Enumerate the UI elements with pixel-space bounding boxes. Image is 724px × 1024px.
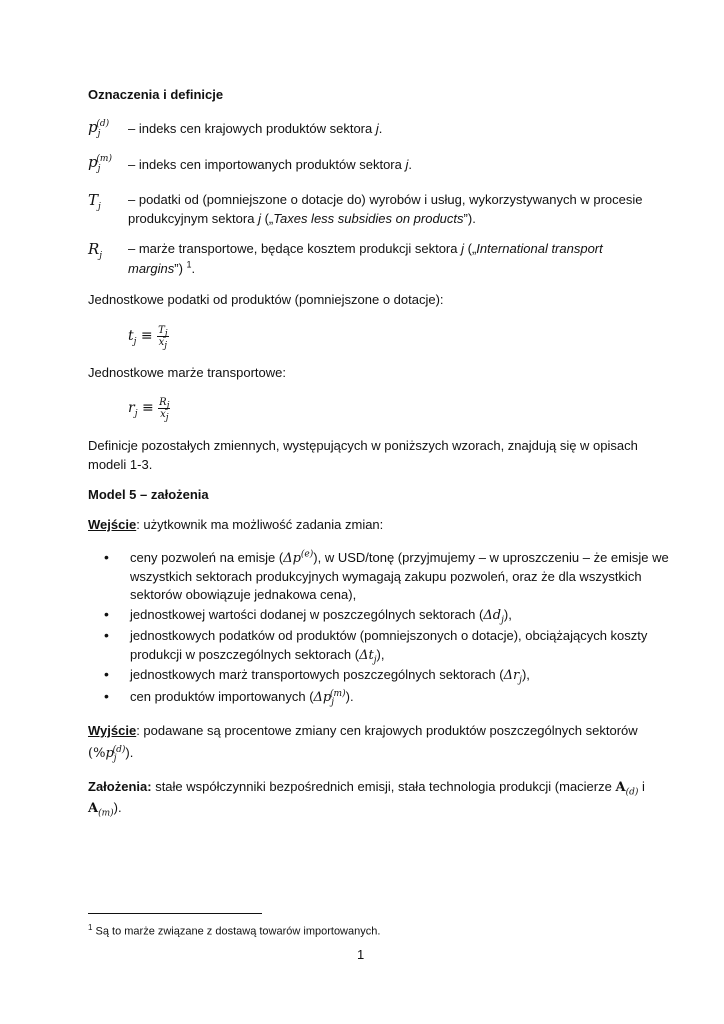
input-paragraph bbox=[88, 516, 383, 534]
symbol-main: T bbox=[88, 191, 99, 209]
math-sub: j bbox=[373, 655, 377, 666]
assumptions-text: stałe współczynniki bezpośrednich emisji, stała technologia produkcji (macierze bbox=[151, 779, 616, 794]
output-label: Wyjście bbox=[88, 723, 137, 738]
text-span: – marże transportowe, będące kosztem produkcji sektora bbox=[128, 241, 462, 256]
definition-index: j bbox=[405, 157, 409, 172]
num-var: T bbox=[158, 324, 165, 336]
den-sub: j bbox=[165, 412, 169, 423]
english-term: margins bbox=[128, 261, 175, 276]
text-span: ). bbox=[125, 745, 134, 760]
text-span: („ bbox=[260, 211, 274, 226]
fraction bbox=[157, 324, 168, 351]
text-span: . bbox=[191, 261, 196, 276]
text-span: i bbox=[638, 779, 645, 794]
text-span: ), bbox=[376, 647, 385, 662]
english-term: International transport bbox=[476, 241, 603, 256]
math-p: p bbox=[105, 746, 114, 761]
matrix-a: A bbox=[88, 801, 99, 816]
definition-text bbox=[128, 120, 382, 138]
math-delta-t: Δt bbox=[359, 648, 374, 663]
math-sup: (m) bbox=[330, 688, 346, 699]
symbol-main: R bbox=[88, 240, 100, 258]
output-line1 bbox=[88, 722, 638, 740]
fraction bbox=[158, 396, 170, 423]
den-var: x bbox=[158, 336, 165, 348]
symbol-p-d bbox=[88, 118, 110, 139]
footnote-text: Są to marże związane z dostawą towarów importowanych. bbox=[92, 925, 381, 938]
definition-text-line1 bbox=[128, 240, 603, 258]
text-span: ). bbox=[345, 689, 354, 704]
input-text: : użytkownik ma możliwość zadania zmian: bbox=[136, 517, 384, 532]
text-span: ”). bbox=[463, 211, 476, 226]
assumptions-line1 bbox=[88, 778, 645, 797]
definition-desc: – indeks cen importowanych produktów sektora bbox=[128, 157, 402, 172]
unit-taxes-label: Jednostkowe podatki od produktów (pomniejszone o dotacje): bbox=[88, 292, 444, 307]
bullet-dot: • bbox=[104, 688, 109, 704]
definition-text-line1: – podatki od (pomniejszone o dotacje do) wyrobów i usług, wykorzystywanych w procesie bbox=[128, 192, 643, 207]
text-span: (% bbox=[88, 746, 106, 761]
math-sup: (d) bbox=[112, 744, 126, 755]
math-delta-d: Δd bbox=[483, 608, 502, 623]
output-line2 bbox=[88, 744, 133, 763]
formula-lhs-sub: j bbox=[133, 336, 137, 347]
english-term: Taxes less subsidies on products bbox=[273, 211, 464, 226]
symbol-main: p bbox=[88, 118, 98, 136]
formula-t bbox=[128, 323, 169, 349]
bullet-2 bbox=[130, 606, 512, 625]
footnote-ref[interactable]: 1 bbox=[186, 259, 192, 270]
den-sub: j bbox=[164, 340, 168, 351]
assumptions-line2 bbox=[88, 799, 122, 818]
definition-index: j bbox=[375, 121, 379, 136]
formula-lhs-sub: j bbox=[134, 408, 138, 419]
text-span: jednostkowych marż transportowych poszczególnych sektorach ( bbox=[130, 667, 504, 682]
symbol-t bbox=[88, 191, 101, 212]
definition-end: . bbox=[408, 157, 413, 172]
num-var: R bbox=[159, 396, 167, 408]
symbol-p-m bbox=[88, 153, 112, 174]
symbol-sup: (m) bbox=[96, 154, 112, 164]
assumptions-label: Założenia: bbox=[88, 779, 152, 794]
bullet-1-line2: wszystkich sektorach produkcyjnych wymagają zakupu pozwoleń, oraz że dla wszystkich bbox=[130, 569, 642, 584]
fraction-numerator bbox=[158, 397, 170, 409]
math-sub: j bbox=[519, 675, 522, 686]
bullet-1-line1 bbox=[130, 549, 669, 568]
bullet-5 bbox=[130, 688, 354, 707]
bullet-1-line3: sektorów obowiązuje jednakowa cena), bbox=[130, 587, 357, 602]
page-number: 1 bbox=[357, 947, 365, 962]
symbol-sub: j bbox=[97, 129, 101, 139]
other-defs-line2: modeli 1-3. bbox=[88, 457, 153, 472]
math-delta-r: Δr bbox=[503, 668, 520, 683]
matrix-sub: (d) bbox=[625, 787, 639, 798]
math-sub: j bbox=[113, 753, 117, 764]
symbol-sup: (d) bbox=[96, 119, 110, 129]
text-span: ceny pozwoleń na emisje ( bbox=[130, 550, 284, 565]
input-label: Wejście bbox=[88, 517, 137, 532]
formula-r bbox=[128, 395, 170, 421]
definition-end: . bbox=[378, 121, 383, 136]
bullet-dot: • bbox=[104, 606, 109, 622]
text-span: produkcyjnym sektora bbox=[128, 211, 259, 226]
definition-text bbox=[128, 156, 412, 174]
bullet-3-line1: jednostkowych podatków od produktów (pomniejszonych o dotacje), obciążających koszty bbox=[130, 628, 648, 643]
definition-index: j bbox=[461, 241, 464, 256]
text-span: („ bbox=[464, 241, 477, 256]
symbol-sub: j bbox=[98, 202, 101, 212]
model-heading: Model 5 – założenia bbox=[88, 487, 209, 502]
text-span: ”) bbox=[174, 261, 187, 276]
definition-desc: – indeks cen krajowych produktów sektora bbox=[128, 121, 373, 136]
text-span: ). bbox=[113, 800, 122, 815]
symbol-main: p bbox=[88, 153, 98, 171]
unit-margins-label: Jednostkowe marże transportowe: bbox=[88, 365, 286, 380]
bullet-dot: • bbox=[104, 549, 109, 565]
definition-index: j bbox=[258, 211, 261, 226]
bullet-dot: • bbox=[104, 666, 109, 682]
equiv-sign: ≡ bbox=[140, 328, 153, 344]
text-span: ), bbox=[503, 607, 512, 622]
other-defs-line1: Definicje pozostałych zmiennych, występujących w poniższych wzorach, znajdują się w opisach bbox=[88, 438, 638, 453]
output-text: : podawane są procentowe zmiany cen krajowych produktów poszczególnych sektorów bbox=[136, 723, 638, 738]
footnote-divider bbox=[88, 913, 262, 914]
definition-text-line2 bbox=[128, 260, 195, 278]
bullet-dot: • bbox=[104, 627, 109, 643]
formula-lhs: r bbox=[128, 400, 135, 416]
math-sup: (e) bbox=[300, 549, 314, 560]
section-heading-definitions: Oznaczenia i definicje bbox=[88, 87, 224, 102]
symbol-sub: j bbox=[99, 251, 103, 261]
fraction-denominator bbox=[157, 336, 168, 351]
matrix-sub: (m) bbox=[98, 808, 114, 819]
formula-lhs: t bbox=[128, 328, 134, 344]
text-span: ), w USD/tonę (przyjmujemy – w uproszczeniu – że emisje we bbox=[313, 550, 669, 565]
math-delta-p-m: Δp bbox=[313, 690, 332, 705]
math-sub: j bbox=[501, 615, 504, 626]
text-span: cen produktów importowanych ( bbox=[130, 689, 314, 704]
symbol-r bbox=[88, 240, 103, 261]
num-sub: j bbox=[166, 400, 170, 411]
matrix-a: A bbox=[615, 780, 626, 795]
text-span: ), bbox=[521, 667, 530, 682]
text-span: jednostkowej wartości dodanej w poszczególnych sektorach ( bbox=[130, 607, 484, 622]
fraction-numerator bbox=[157, 325, 168, 337]
equiv-sign: ≡ bbox=[141, 400, 154, 416]
num-sub: j bbox=[164, 328, 168, 339]
text-span: produkcji w poszczególnych sektorach ( bbox=[130, 647, 360, 662]
math-sub: j bbox=[331, 697, 335, 708]
bullet-4 bbox=[130, 666, 530, 685]
den-var: x bbox=[160, 408, 166, 420]
footnote-number: 1 bbox=[88, 923, 93, 932]
bullet-3-line2 bbox=[130, 646, 384, 665]
footnote bbox=[88, 920, 380, 940]
definition-text-line2 bbox=[128, 210, 476, 228]
symbol-sub: j bbox=[97, 164, 101, 174]
math-delta-p: Δp bbox=[283, 551, 301, 566]
